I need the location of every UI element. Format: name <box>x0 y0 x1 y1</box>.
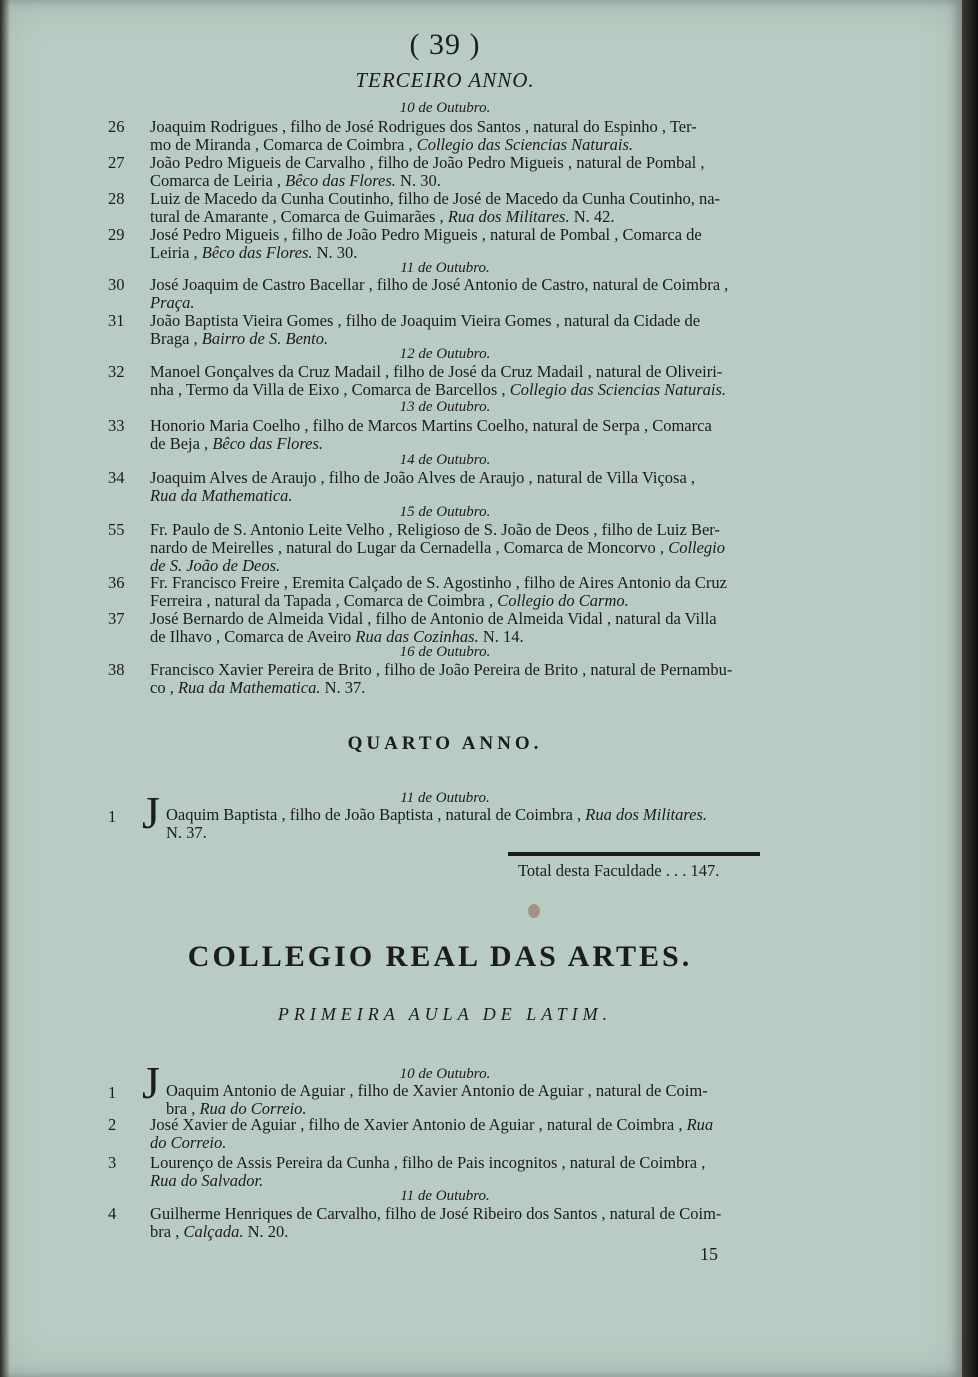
entry-line: bra , <box>166 1099 200 1118</box>
entry-number: 55 <box>108 520 125 539</box>
entry-line: Francisco Xavier Pereira de Brito , filho de João Pereira de Brito , natural de Pernambu- <box>150 660 733 679</box>
entry-number: 31 <box>108 311 125 330</box>
entry-address: Rua das Cozinhas. <box>355 627 479 646</box>
page-gutter-shadow <box>0 0 10 1377</box>
entry-address: Bêco das Flores. <box>212 434 324 453</box>
date-heading: 10 de Outubro. <box>399 1066 491 1082</box>
page-number: ( 39 ) <box>409 28 481 61</box>
entry-number: 1 <box>108 807 117 826</box>
ink-stain <box>528 904 540 918</box>
drop-cap: J <box>142 1057 160 1108</box>
entry-number: 2 <box>108 1115 117 1134</box>
entry-address: Bairro de S. Bento. <box>201 329 329 348</box>
entry-address: Praça. <box>150 293 195 312</box>
entry-house-number: N. 30. <box>395 171 441 190</box>
entry-line: José Xavier de Aguiar , filho de Xavier Antonio de Aguiar , natural de Coimbra , <box>150 1115 687 1134</box>
signature-mark: 15 <box>700 1244 718 1264</box>
drop-cap: J <box>142 787 160 838</box>
entry-line: Joaquim Rodrigues , filho de José Rodrigues dos Santos , natural do Espinho , Ter- <box>150 117 697 136</box>
entry-line: de Beja , <box>150 434 213 453</box>
section-heading-terceiro: TERCEIRO ANNO. <box>355 68 535 92</box>
entry-line: José Pedro Migueis , filho de João Pedro Migueis , natural de Pombal , Comarca de <box>150 225 702 244</box>
date-heading: 11 de Outubro. <box>400 790 490 806</box>
entry-number: 4 <box>108 1204 117 1223</box>
entry-number: 28 <box>108 189 125 208</box>
entry-line: José Bernardo de Almeida Vidal , filho de Antonio de Almeida Vidal , natural da Villa <box>150 609 717 628</box>
entry-line: Fr. Paulo de S. Antonio Leite Velho , Religioso de S. João de Deos , filho de Luiz Ber- <box>150 520 720 539</box>
section-title-collegio: COLLEGIO REAL DAS ARTES. <box>187 940 693 973</box>
entry-line: co , <box>150 678 178 697</box>
entry-line: José Joaquim de Castro Bacellar , filho de José Antonio de Castro, natural de Coimbra , <box>150 275 729 294</box>
faculty-total: Total desta Faculdade . . . 147. <box>518 861 720 880</box>
entry-line: Manoel Gonçalves da Cruz Madail , filho de José da Cruz Madail , natural de Oliveiri- <box>150 362 723 381</box>
entry-number: 1 <box>108 1083 117 1102</box>
section-heading-quarto: QUARTO ANNO. <box>347 733 543 754</box>
entry-address: Rua da Mathematica. <box>150 486 293 505</box>
entry-line: Fr. Francisco Freire , Eremita Calçado de S. Agostinho , filho de Aires Antonio da Cruz <box>150 573 727 592</box>
entry-number: 30 <box>108 275 125 294</box>
entry-house-number: N. 30. <box>312 243 358 262</box>
entry-line: nardo de Meirelles , natural do Lugar da Cernadella , Comarca de Moncorvo , <box>150 538 669 557</box>
entry-address: Rua da Mathematica. <box>177 678 321 697</box>
entry-line: mo de Miranda , Comarca de Coimbra , <box>150 135 417 154</box>
entry-address: de S. João de Deos. <box>150 556 281 575</box>
date-heading: 13 de Outubro. <box>399 399 491 415</box>
date-heading: 11 de Outubro. <box>400 260 490 276</box>
entry-address: Collegio do Carmo. <box>497 591 629 610</box>
entry-number: 36 <box>108 573 125 592</box>
entry-line: Guilherme Henriques de Carvalho, filho de José Ribeiro dos Santos , natural de Coim- <box>150 1204 722 1223</box>
entry-line: Ferreira , natural da Tapada , Comarca de Coimbra , <box>150 591 498 610</box>
book-edge <box>962 0 978 1377</box>
entry-address: do Correio. <box>150 1133 227 1152</box>
entry-line: tural de Amarante , Comarca de Guimarães , <box>150 207 448 226</box>
date-heading: 10 de Outubro. <box>399 100 491 116</box>
entry-line: Honorio Maria Coelho , filho de Marcos Martins Coelho, natural de Serpa , Comarca <box>150 416 712 435</box>
date-heading: 11 de Outubro. <box>400 1188 490 1204</box>
entry-address: Collegio <box>668 538 726 557</box>
entry-line: Joaquim Alves de Araujo , filho de João Alves de Araujo , natural de Villa Viçosa , <box>150 468 696 487</box>
entry-line: bra , <box>150 1222 184 1241</box>
date-heading: 14 de Outubro. <box>399 452 491 468</box>
entry-number: 33 <box>108 416 125 435</box>
date-heading: 16 de Outubro. <box>399 644 491 660</box>
entry-line: de Ilhavo , Comarca de Aveiro <box>150 627 356 646</box>
entry-address: Rua <box>686 1115 714 1134</box>
entry-number: 34 <box>108 468 125 487</box>
entry-address: Collegio das Sciencias Naturais. <box>509 380 727 399</box>
entry-line: Oaquim Antonio de Aguiar , filho de Xavier Antonio de Aguiar , natural de Coim- <box>166 1081 708 1100</box>
entry-line: Luiz de Macedo da Cunha Coutinho, filho de José de Macedo da Cunha Coutinho, na- <box>150 189 721 208</box>
entry-line: Oaquim Baptista , filho de João Baptista , natural de Coimbra , <box>166 805 586 824</box>
total-rule <box>508 852 760 856</box>
entry-line: Lourenço de Assis Pereira da Cunha , filho de Pais incognitos , natural de Coimbra , <box>150 1153 706 1172</box>
entry-line: nha , Termo da Villa de Eixo , Comarca de Barcellos , <box>150 380 510 399</box>
entry-number: 38 <box>108 660 125 679</box>
date-heading: 12 de Outubro. <box>399 346 491 362</box>
entry-line: João Baptista Vieira Gomes , filho de Joaquim Vieira Gomes , natural da Cidade de <box>150 311 701 330</box>
entry-number: 3 <box>108 1153 117 1172</box>
entry-number: 27 <box>108 153 125 172</box>
entry-line: João Pedro Migueis de Carvalho , filho de João Pedro Migueis , natural de Pombal , <box>150 153 705 172</box>
entry-address: Bêco das Flores. <box>285 171 396 190</box>
date-heading: 15 de Outubro. <box>399 504 491 520</box>
entry-address: Rua dos Militares. <box>585 805 708 824</box>
entry-house-number: N. 20. <box>243 1222 289 1241</box>
section-subtitle-latim: PRIMEIRA AULA DE LATIM. <box>277 1004 613 1024</box>
entry-number: 32 <box>108 362 125 381</box>
entry-number: 29 <box>108 225 125 244</box>
entry-line: Braga , <box>150 329 202 348</box>
entry-address: Collegio das Sciencias Naturais. <box>416 135 634 154</box>
entry-number: 37 <box>108 609 125 628</box>
entry-number: 26 <box>108 117 125 136</box>
entry-house-number: N. 37. <box>166 823 207 842</box>
entry-address: Rua dos Militares. <box>447 207 570 226</box>
entry-address: Bêco das Flores. <box>201 243 313 262</box>
entry-address: Calçada. <box>183 1222 244 1241</box>
entry-house-number: N. 14. <box>478 627 524 646</box>
entry-house-number: N. 37. <box>320 678 366 697</box>
entry-address: Rua do Correio. <box>199 1099 307 1118</box>
entry-line: Leiria , <box>150 243 202 262</box>
entry-address: Rua do Salvador. <box>150 1171 264 1190</box>
entry-line: Comarca de Leiria , <box>150 171 286 190</box>
entry-house-number: N. 42. <box>569 207 615 226</box>
